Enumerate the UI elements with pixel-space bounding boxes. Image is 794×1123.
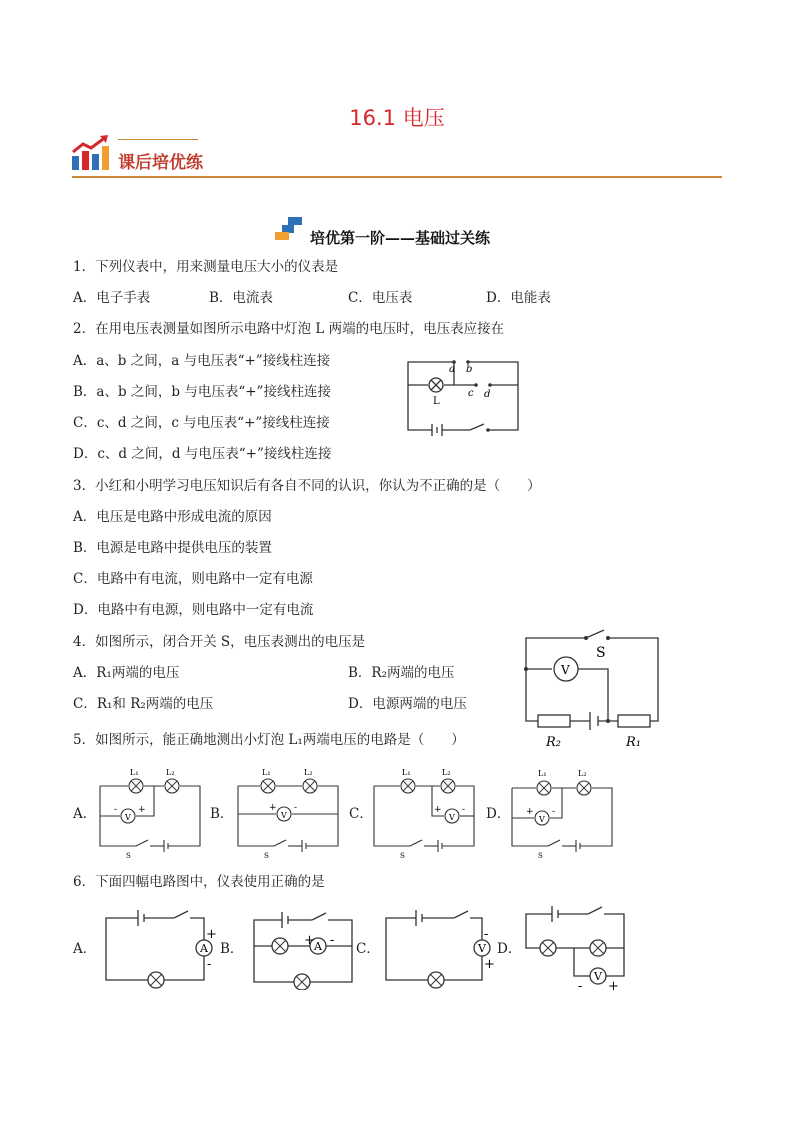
header-rule [72,176,722,178]
q5-label-b: B． [210,806,234,822]
q6d-minus: - [578,979,583,992]
q2-label-b: b [466,364,473,375]
q5c-v: V [449,813,455,822]
q3-stem: 3．小红和小明学习电压知识后有各自不同的认识，你认为不正确的是（ ） [73,478,541,494]
q6-circuit-a [100,906,222,990]
q2-stem: 2．在用电压表测量如图所示电路中灯泡 L 两端的电压时，电压表应接在 [73,321,505,337]
q2-circuit-figure [402,352,524,438]
stair-icon [274,216,306,242]
q6-stem: 6．下面四幅电路图中，仪表使用正确的是 [73,874,325,890]
q5-label-c: C． [349,806,373,822]
q5d-minus: - [552,807,556,817]
q5d-plus: + [526,807,534,817]
header-top-rule [118,139,198,140]
q5a-minus: - [114,805,118,815]
stage-title: 培优第一阶——基础过关练 [310,229,491,247]
q5d-s: S [538,852,543,860]
q4-option-c: C．R₁和 R₂两端的电压 [73,696,214,712]
q5b-l1: L₁ [262,768,271,777]
q6d-voltmeter: V [594,970,602,983]
q3-option-d: D．电路中有电源，则电路中一定有电流 [73,602,314,618]
q2-option-d: D．c、d 之间，d 与电压表“+”接线柱连接 [73,446,332,462]
q5c-plus: + [434,805,442,815]
q6a-ammeter: A [200,942,208,955]
q5-circuit-d [508,766,620,860]
q2-option-c: C．c、d 之间，c 与电压表“+”接线柱连接 [73,415,330,431]
q4-switch-label: S [596,645,606,661]
q5c-s: S [400,852,405,860]
q6b-plus: + [304,933,315,948]
q5a-s: S [126,852,131,860]
q4-r1-label: R₁ [626,735,641,750]
q4-r2-label: R₂ [546,735,561,750]
q5-stem: 5．如图所示，能正确地测出小灯泡 L₁两端电压的电路是（ ） [73,732,465,748]
q5b-plus: + [269,803,277,813]
q4-option-a: A．R₁两端的电压 [73,665,180,681]
q5-label-d: D． [486,806,511,822]
q6-circuit-b [248,906,360,990]
q4-option-d: D．电源两端的电压 [348,696,467,712]
q6c-plus: + [484,957,495,972]
q6a-plus: + [206,927,217,942]
q6-label-d: D． [497,941,522,957]
growth-chart-icon [70,134,116,174]
q4-stem: 4．如图所示，闭合开关 S，电压表测出的电压是 [73,634,366,650]
q1-option-a: A．电子手表 [73,290,151,306]
q6-circuit-c [380,906,498,990]
q5b-s: S [264,852,269,860]
q5-circuit-a [96,766,208,860]
q6a-minus: - [207,957,212,972]
q5a-plus: + [138,805,146,815]
q5-circuit-b [234,766,346,860]
q2-label-d: d [484,389,491,400]
q3-option-a: A．电压是电路中形成电流的原因 [73,509,272,525]
q6c-voltmeter: V [478,942,486,955]
q2-label-c: c [468,388,474,399]
q2-option-a: A．a、b 之间，a 与电压表“+”接线柱连接 [73,353,331,369]
q5c-minus: - [462,805,466,815]
q6d-plus: + [608,979,619,992]
q5d-v: V [539,815,545,824]
section-label: 课后培优练 [118,153,203,173]
q5-circuit-c [370,766,482,860]
q1-option-b: B．电流表 [209,290,273,306]
q6-label-a: A． [73,941,97,957]
q1-option-d: D．电能表 [486,290,551,306]
q6-label-b: B． [220,941,244,957]
q4-option-b: B．R₂两端的电压 [348,665,455,681]
q6-label-c: C． [356,941,380,957]
q5c-l1: L₁ [402,768,411,777]
q5b-v: V [281,811,287,820]
q1-stem: 1．下列仪表中，用来测量电压大小的仪表是 [73,259,339,275]
q6b-ammeter: A [314,940,322,953]
q3-option-c: C．电路中有电流，则电路中一定有电源 [73,571,313,587]
q4-voltmeter-label: V [561,663,570,677]
page-title: 16.1 电压 [349,106,445,130]
q6-circuit-d [520,902,638,992]
q1-option-c: C．电压表 [348,290,413,306]
q6b-minus: - [330,933,335,948]
q5-label-a: A． [73,806,97,822]
q5a-l2: L₂ [166,768,175,777]
q4-circuit-figure [516,624,666,754]
q5d-l1: L₁ [538,769,547,778]
q3-option-b: B．电源是电路中提供电压的装置 [73,540,272,556]
q2-label-L: L [433,396,440,407]
q6c-minus: - [484,927,489,942]
q5b-l2: L₂ [304,768,313,777]
q5c-l2: L₂ [442,768,451,777]
q2-label-a: a [449,364,455,375]
q5b-minus: - [294,803,298,813]
q5d-l2: L₂ [578,769,587,778]
q2-option-b: B．a、b 之间，b 与电压表“+”接线柱连接 [73,384,331,400]
q5a-v: V [125,813,131,822]
q5a-l1: L₁ [130,768,139,777]
